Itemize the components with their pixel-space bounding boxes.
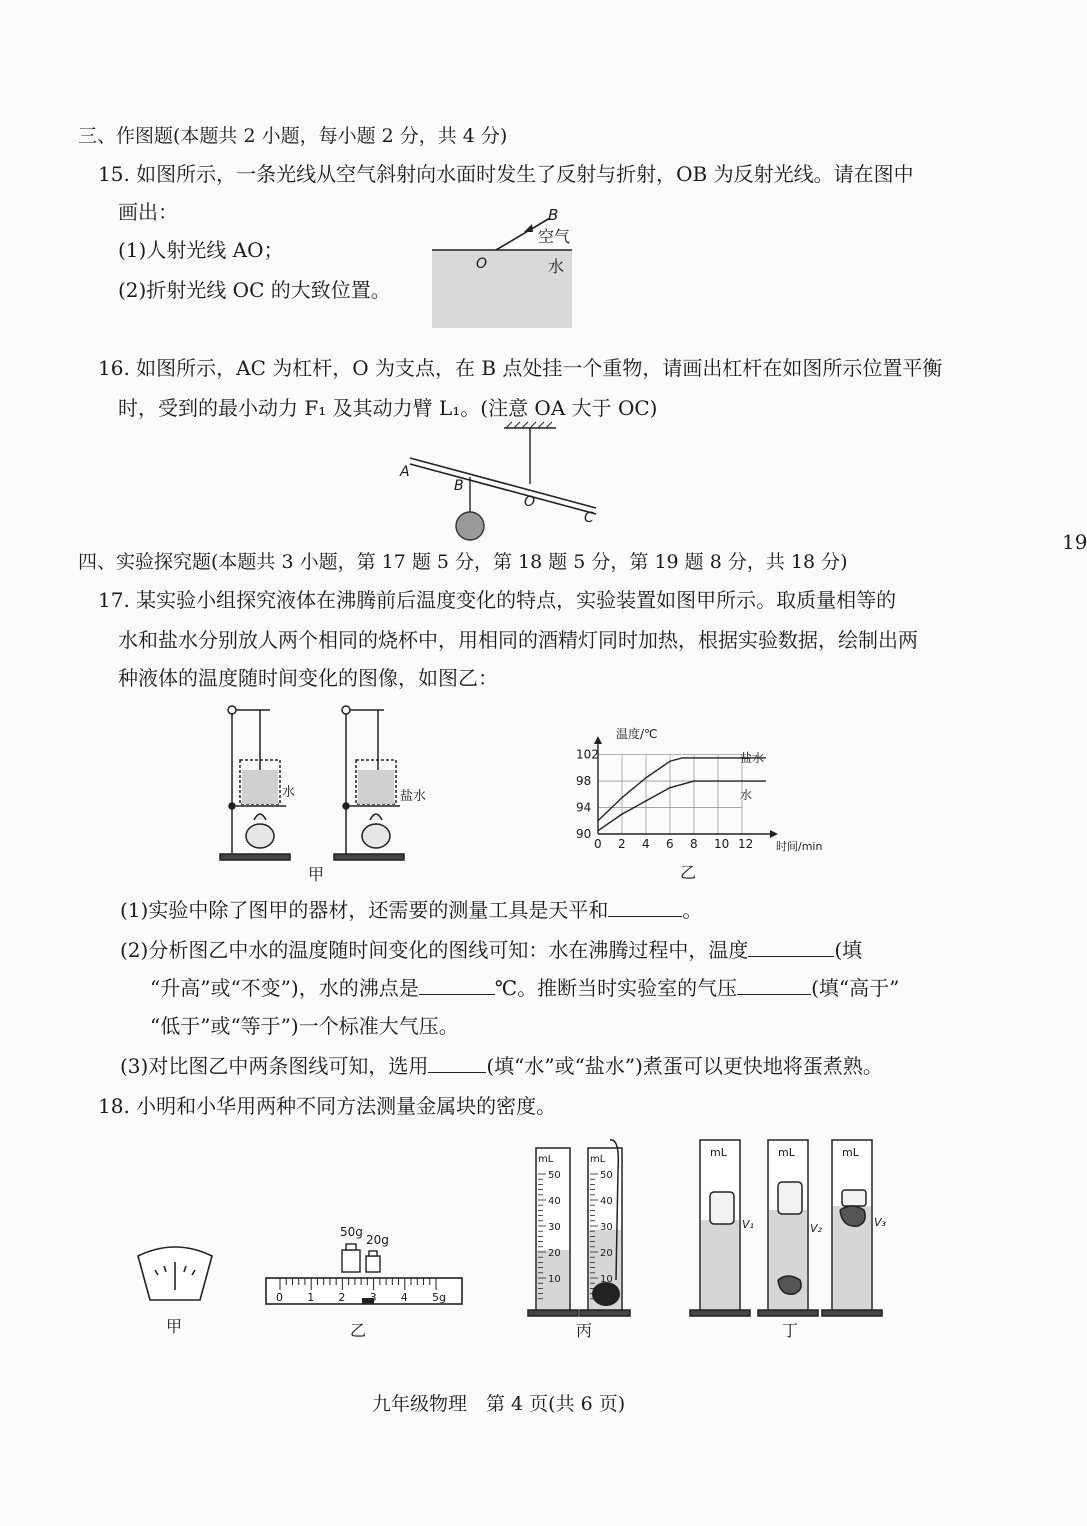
q16-lever-figure xyxy=(392,420,612,544)
q17-sub2a xyxy=(120,938,862,962)
y-tick-label: 90 xyxy=(576,827,592,841)
q17-line1: 17. 某实验小组探究液体在沸腾前后温度变化的特点，实验装置如图甲所示。取质量相等的 xyxy=(98,588,897,612)
lever-line xyxy=(410,458,596,508)
apparatus-brine xyxy=(334,706,404,860)
weight-ball xyxy=(456,512,484,540)
scale-tick-label: 3 xyxy=(369,1291,377,1304)
q15-item1: (1)人射光线 AO； xyxy=(118,238,284,262)
answer-blank-1[interactable] xyxy=(608,898,682,917)
label-brine: 盐水 xyxy=(400,789,427,804)
label-air: 空气 xyxy=(538,227,571,246)
caption-jia: 甲 xyxy=(308,865,325,884)
cylinder-tick-label: 40 xyxy=(548,1196,561,1207)
label-water: 水 xyxy=(548,257,565,276)
scale-tick-label: 5g xyxy=(432,1291,446,1304)
caption-yi: 乙 xyxy=(350,1321,367,1340)
cylinder-tick-label: 10 xyxy=(600,1274,613,1285)
q17-sub2c: “低于”或“等于”)一个标准大气压。 xyxy=(150,1014,459,1038)
y-tick-label: 102 xyxy=(576,747,599,762)
x-tick-label: 2 xyxy=(618,837,626,851)
v1-label: V₁ xyxy=(742,1218,754,1231)
ray-arrow-icon xyxy=(524,224,533,232)
cylinder-tick-label: 40 xyxy=(600,1196,613,1207)
series-label-1: 水 xyxy=(740,788,753,803)
x-axis-arrow-icon xyxy=(770,830,778,838)
cylinder-unit-1: mL xyxy=(538,1154,554,1165)
scale-tick-label: 1 xyxy=(307,1291,315,1304)
q17-sub1-end: 。 xyxy=(682,898,703,922)
q18-line1: 18. 小明和小华用两种不同方法测量金属块的密度。 xyxy=(98,1094,557,1118)
y-tick-label: 98 xyxy=(576,774,592,789)
scale-tick-label: 2 xyxy=(338,1291,346,1304)
answer-blank-3[interactable] xyxy=(419,976,495,995)
answer-blank-4[interactable] xyxy=(737,976,811,995)
x-tick-label: 4 xyxy=(642,837,650,851)
q17-sub2b-text1: “升高”或“不变”)，水的沸点是 xyxy=(150,976,419,1000)
q17-sub2b-text3: (填“高于” xyxy=(811,976,900,1000)
weights xyxy=(342,1244,380,1272)
label-water: 水 xyxy=(282,785,296,800)
section3-heading: 三、作图题(本题共 2 小题，每小题 2 分，共 4 分) xyxy=(78,125,508,147)
balance-indicator xyxy=(138,1247,212,1300)
series-label-0: 盐水 xyxy=(740,750,765,765)
q17-apparatus-figure xyxy=(210,696,460,886)
q16-line1: 16. 如图所示，AC 为杠杆，O 为支点，在 B 点处挂一个重物，请画出杠杆在如图所示位置平衡 xyxy=(98,356,943,380)
q17-sub2b xyxy=(150,976,899,1000)
cylinder-tick-label: 30 xyxy=(600,1222,613,1233)
q18-figures xyxy=(120,1130,920,1346)
q17-sub2b-text2: ℃。推断当时实验室的气压 xyxy=(494,976,738,1000)
ceiling-hatch xyxy=(506,422,552,428)
weight-50g: 50g xyxy=(340,1225,363,1239)
q15-line2: 画出： xyxy=(118,200,178,224)
cylinder-ding-1 xyxy=(690,1140,750,1316)
q17-sub1 xyxy=(120,898,702,922)
ding-unit-1: mL xyxy=(710,1146,727,1159)
ding-unit-2: mL xyxy=(778,1146,795,1159)
label-b: B xyxy=(548,206,559,224)
q16-line2: 时，受到的最小动力 F₁ 及其动力臂 L₁。(注意 OA 大于 OC) xyxy=(118,396,658,420)
x-tick-label: 10 xyxy=(714,837,730,851)
q17-sub2a-end: (填 xyxy=(834,938,863,962)
metal-block xyxy=(592,1282,620,1306)
caption-jia: 甲 xyxy=(166,1317,183,1336)
cylinder-tick-label: 20 xyxy=(600,1248,613,1259)
y-axis-arrow-icon xyxy=(594,736,602,744)
cylinder-tick-label: 20 xyxy=(548,1248,561,1259)
label-b: B xyxy=(454,478,464,494)
answer-blank-5[interactable] xyxy=(428,1054,486,1073)
ding-unit-3: mL xyxy=(842,1146,859,1159)
q15-line1: 15. 如图所示，一条光线从空气斜射向水面时发生了反射与折射，OB 为反射光线。请在图中 xyxy=(98,162,914,186)
cylinder-tick-label: 30 xyxy=(548,1222,561,1233)
x-tick-label: 6 xyxy=(666,837,674,851)
cylinder-ding-2 xyxy=(758,1140,818,1316)
label-o: O xyxy=(524,494,536,510)
q15-item2: (2)折射光线 OC 的大致位置。 xyxy=(118,278,391,302)
lever-line-lower xyxy=(410,464,596,514)
section4-heading: 四、实验探究题(本题共 3 小题，第 17 题 5 分，第 18 题 5 分，第 19 题 8 分，共 18 分) xyxy=(78,551,848,573)
temperature-chart xyxy=(568,718,858,888)
q17-sub1-text: (1)实验中除了图甲的器材，还需要的测量工具是天平和 xyxy=(120,898,609,922)
x-tick-label: 0 xyxy=(594,837,602,851)
chart-ylabel: 温度/℃ xyxy=(616,727,658,741)
y-tick-label: 94 xyxy=(576,800,592,815)
caption-ding: 丁 xyxy=(782,1321,799,1340)
scale-tick-label: 0 xyxy=(276,1291,283,1304)
q17-line2: 水和盐水分别放人两个相同的烧杯中，用相同的酒精灯同时加热，根据实验数据，绘制出两 xyxy=(118,628,918,652)
answer-blank-2[interactable] xyxy=(748,938,834,957)
q17-sub3 xyxy=(120,1054,883,1078)
caption-bing: 丙 xyxy=(576,1321,593,1340)
q17-sub3-text: (3)对比图乙中两条图线可知，选用 xyxy=(120,1054,429,1078)
label-a: A xyxy=(400,464,410,480)
cylinder-unit-2: mL xyxy=(590,1154,606,1165)
x-tick-label: 12 xyxy=(738,837,754,851)
q15-figure xyxy=(428,200,588,332)
q17-sub3-end: (填“水”或“盐水”)煮蛋可以更快地将蛋煮熟。 xyxy=(486,1054,883,1078)
label-c: C xyxy=(584,510,594,526)
v3-label: V₃ xyxy=(874,1216,886,1229)
apparatus-water xyxy=(220,706,290,860)
caption-yi: 乙 xyxy=(680,863,697,882)
page-footer: 九年级物理 第 4 页(共 6 页) xyxy=(372,1393,626,1415)
v2-label: V₂ xyxy=(810,1222,822,1235)
cylinder-tick-label: 10 xyxy=(548,1274,561,1285)
label-o: O xyxy=(476,256,488,272)
scale-tick-label: 4 xyxy=(400,1291,408,1304)
cylinder-tick-label: 50 xyxy=(548,1170,561,1181)
q17-sub2a-text: (2)分析图乙中水的温度随时间变化的图线可知：水在沸腾过程中，温度 xyxy=(120,938,749,962)
margin-page-number: 19 xyxy=(1062,530,1087,554)
chart-xlabel: 时间/min xyxy=(776,840,823,853)
q17-line3: 种液体的温度随时间变化的图像，如图乙： xyxy=(118,666,498,690)
x-tick-label: 8 xyxy=(690,837,698,851)
weight-20g: 20g xyxy=(366,1233,389,1247)
cylinder-ding-3 xyxy=(822,1140,882,1316)
cylinder-tick-label: 50 xyxy=(600,1170,613,1181)
